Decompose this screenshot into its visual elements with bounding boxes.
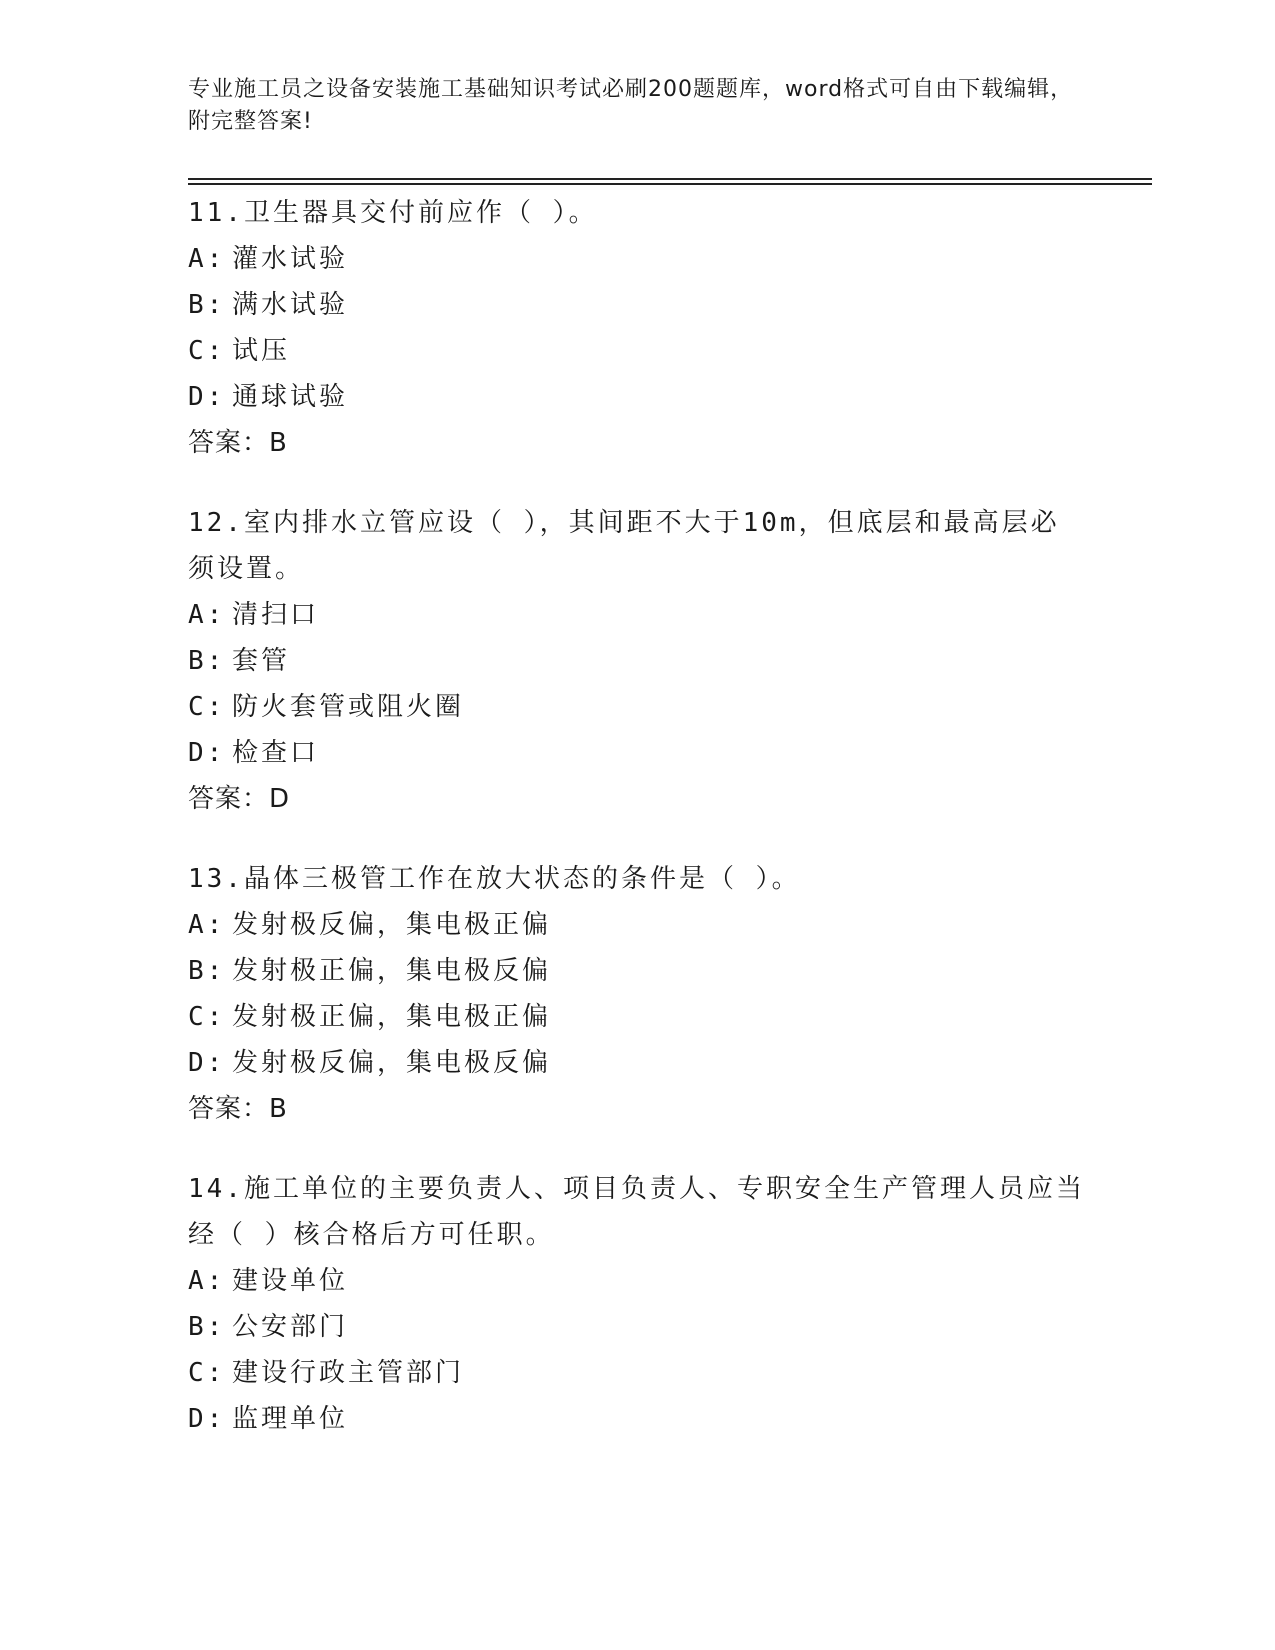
option-letter: D: bbox=[188, 1048, 226, 1078]
option-letter: B: bbox=[188, 1312, 226, 1342]
option-letter: B: bbox=[188, 646, 226, 676]
option-text: 满水试验 bbox=[232, 290, 349, 320]
option-letter: B: bbox=[188, 290, 226, 320]
answer-value: B bbox=[269, 1094, 288, 1124]
option-row bbox=[188, 1258, 1088, 1304]
option-row bbox=[188, 1304, 1088, 1350]
question-item bbox=[188, 190, 1088, 466]
option-letter: A: bbox=[188, 600, 226, 630]
answer-label: 答案： bbox=[188, 428, 270, 458]
option-letter: B: bbox=[188, 956, 226, 986]
option-text: 灌水试验 bbox=[232, 244, 349, 274]
option-row bbox=[188, 684, 1088, 730]
option-text: 发射极反偏，集电极正偏 bbox=[232, 910, 552, 940]
option-row bbox=[188, 236, 1088, 282]
question-item bbox=[188, 1166, 1088, 1442]
option-row bbox=[188, 374, 1088, 420]
option-text: 套管 bbox=[232, 646, 291, 676]
option-row bbox=[188, 1396, 1088, 1442]
option-text: 监理单位 bbox=[232, 1404, 349, 1434]
option-text: 公安部门 bbox=[232, 1312, 349, 1342]
option-row bbox=[188, 282, 1088, 328]
option-row bbox=[188, 994, 1088, 1040]
option-row bbox=[188, 1040, 1088, 1086]
option-text: 防火套管或阻火圈 bbox=[232, 692, 465, 722]
option-row bbox=[188, 1350, 1088, 1396]
option-text: 试压 bbox=[232, 336, 291, 366]
question-list bbox=[188, 190, 1088, 1476]
question-stem: 13.晶体三极管工作在放大状态的条件是（ ）。 bbox=[188, 864, 801, 894]
question-item bbox=[188, 856, 1088, 1132]
option-letter: A: bbox=[188, 910, 226, 940]
option-letter: C: bbox=[188, 1002, 226, 1032]
header-divider-top bbox=[188, 178, 1152, 180]
question-item bbox=[188, 500, 1088, 822]
option-row bbox=[188, 730, 1088, 776]
answer-value: D bbox=[269, 784, 291, 814]
option-text: 发射极正偏，集电极反偏 bbox=[232, 956, 552, 986]
answer-line bbox=[188, 1086, 1088, 1132]
option-text: 清扫口 bbox=[232, 600, 320, 630]
option-text: 建设单位 bbox=[232, 1266, 349, 1296]
question-stem: 14.施工单位的主要负责人、项目负责人、专职安全生产管理人员应当经（ ）核合格后方可任职。 bbox=[188, 1174, 1085, 1250]
question-stem: 12.室内排水立管应设（ ），其间距不大于10m，但底层和最高层必须设置。 bbox=[188, 508, 1060, 584]
header-divider-bottom bbox=[188, 183, 1152, 185]
answer-value: B bbox=[269, 428, 288, 458]
option-letter: D: bbox=[188, 738, 226, 768]
question-stem: 11.卫生器具交付前应作（ ）。 bbox=[188, 198, 598, 228]
answer-label: 答案： bbox=[188, 784, 270, 814]
option-letter: D: bbox=[188, 382, 226, 412]
option-text: 发射极正偏，集电极正偏 bbox=[232, 1002, 552, 1032]
option-row bbox=[188, 328, 1088, 374]
option-row bbox=[188, 948, 1088, 994]
option-letter: C: bbox=[188, 1358, 226, 1388]
option-row bbox=[188, 902, 1088, 948]
answer-label: 答案： bbox=[188, 1094, 270, 1124]
option-text: 通球试验 bbox=[232, 382, 349, 412]
option-text: 检查口 bbox=[232, 738, 320, 768]
option-text: 建设行政主管部门 bbox=[232, 1358, 465, 1388]
answer-line bbox=[188, 420, 1088, 466]
document-header: 专业施工员之设备安装施工基础知识考试必刷200题题库，word格式可自由下载编辑，附完整答案! bbox=[188, 77, 1074, 134]
option-letter: D: bbox=[188, 1404, 226, 1434]
option-letter: A: bbox=[188, 244, 226, 274]
option-row bbox=[188, 592, 1088, 638]
answer-line bbox=[188, 776, 1088, 822]
option-row bbox=[188, 638, 1088, 684]
option-letter: C: bbox=[188, 692, 226, 722]
option-text: 发射极反偏，集电极反偏 bbox=[232, 1048, 552, 1078]
option-letter: C: bbox=[188, 336, 226, 366]
option-letter: A: bbox=[188, 1266, 226, 1296]
